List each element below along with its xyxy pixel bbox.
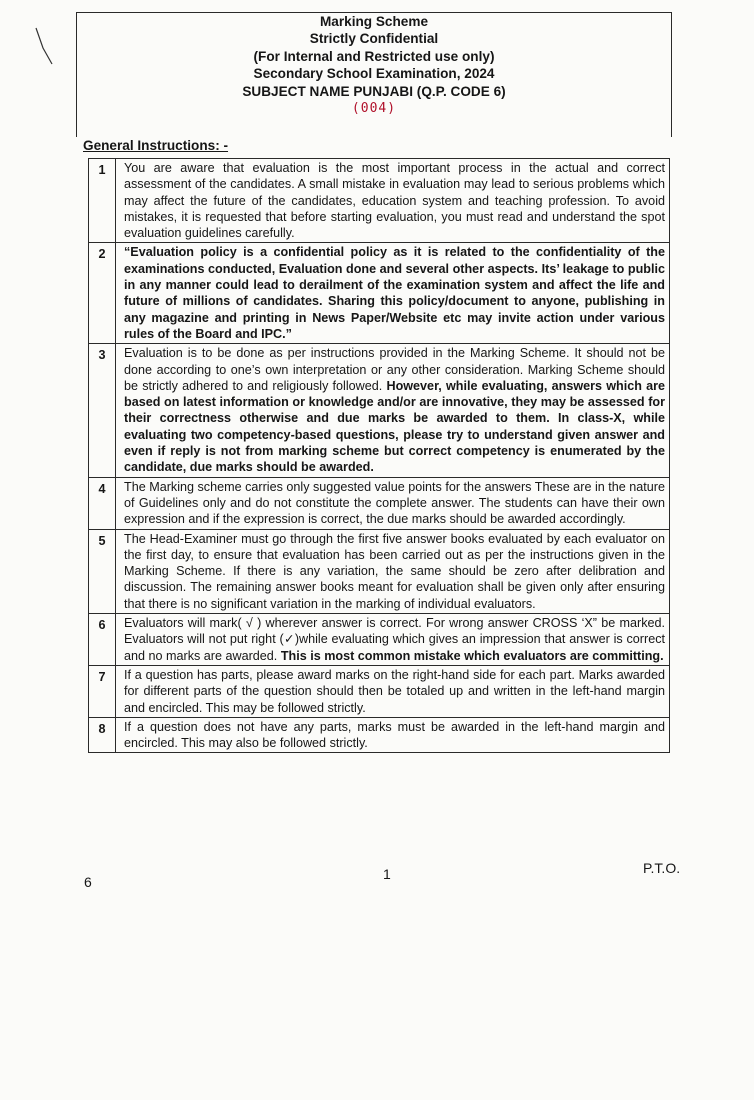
header-title: Marking Scheme xyxy=(319,14,429,29)
instruction-number: 6 xyxy=(89,614,116,666)
instruction-body: The Marking scheme carries only suggested value points for the answers These are in the nature of Guidelines only and do not constitute the complete answer. The students can have their own expression and if the expression is correct, the due marks should be awarded accordingly. xyxy=(124,479,665,527)
handwritten-subject-code: (004) xyxy=(351,101,397,117)
general-instructions-title: General Instructions: - xyxy=(83,138,229,153)
instructions-table xyxy=(88,158,670,753)
page-number: 1 xyxy=(383,866,391,882)
instruction-text xyxy=(116,529,670,613)
instruction-text xyxy=(116,477,670,529)
table-row xyxy=(89,344,670,477)
table-row xyxy=(89,717,670,753)
table-row xyxy=(89,529,670,613)
instruction-number: 3 xyxy=(89,344,116,477)
instruction-text xyxy=(116,717,670,753)
instruction-bold: This is most common mistake which evaluators are committing. xyxy=(280,648,664,663)
table-row xyxy=(89,665,670,717)
instruction-body: You are aware that evaluation is the most important process in the actual and correct assessment of the candidates. A small mistake in evaluation may lead to serious problems which may affect the future of the candidates, education system and teaching profession. To avoid mistakes, it is requested that before starting evaluation, you must read and understand the spot evaluation guidelines carefully. xyxy=(124,161,665,241)
instruction-body: The Head-Examiner must go through the first five answer books evaluated by each evaluator on the first day, to ensure that evaluation has been carried out as per the instructions given in the Marking Scheme. If there is any variation, the same should be zero after delibration and discussion. The remaining answer books meant for evaluation shall be given only after ensuring that there is no significant variation in the marking of individual evaluators. xyxy=(124,531,665,611)
table-row xyxy=(89,477,670,529)
instruction-number: 5 xyxy=(89,529,116,613)
header-restricted: (For Internal and Restricted use only) xyxy=(253,48,495,64)
instruction-number: 7 xyxy=(89,665,116,717)
table-row xyxy=(89,243,670,344)
instruction-body: If a question does not have any parts, marks must be awarded in the left-hand margin and encircled. This may also be followed strictly. xyxy=(124,719,665,751)
instruction-body: Evaluation is to be done as per instructions provided in the Marking Scheme. It should not be done according to one’s own interpretation or any other consideration. Marking Scheme should be strictly adhered to and religiously followed. xyxy=(124,346,665,393)
header-exam: Secondary School Examination, 2024 xyxy=(253,66,495,82)
instruction-number: 2 xyxy=(89,243,116,344)
instruction-bold: However, while evaluating, answers which are based on latest information or knowledge and/or are innovative, they may be assessed for their correctness otherwise and due marks be awarded to them. In class-X, while evaluating two competency-based questions, please try to understand given answer and even if reply is not from marking scheme but correct competency is enumerated by the candidate, due marks should be awarded. xyxy=(124,378,665,475)
instruction-number: 1 xyxy=(89,159,116,243)
instruction-text xyxy=(116,159,670,243)
instruction-body: If a question has parts, please award marks on the right-hand side for each part. Marks awarded for different parts of the question should then be totaled up and written in the left-hand margin and encircled. This may be followed strictly. xyxy=(124,667,665,715)
instruction-body: Evaluators will mark( √ ) wherever answer is correct. For wrong answer CROSS ‘X” be marked. Evaluators will not put right (✓)while evaluating which gives an impression that answer is correct and no marks are awarded. xyxy=(124,616,665,663)
instruction-text xyxy=(116,344,670,477)
instruction-text xyxy=(116,243,670,344)
instruction-number: 4 xyxy=(89,477,116,529)
header-box xyxy=(76,12,672,137)
pen-stroke-mark xyxy=(34,26,54,66)
instruction-bold: “Evaluation policy is a confidential policy as it is related to the confidentiality of the examinations conducted, Evaluation done and several other aspects. Its’ leakage to public in any manner could lead to derailment of the examination system and affect the life and future of millions of candidates. Sharing this policy/document to anyone, publishing in any magazine and printing in News Paper/Website etc may invite action under various rules of the Board and IPC.” xyxy=(124,245,665,341)
instruction-text xyxy=(116,665,670,717)
header-confidential: Strictly Confidential xyxy=(309,31,439,47)
instruction-number: 8 xyxy=(89,717,116,753)
table-row xyxy=(89,159,670,243)
table-row xyxy=(89,614,670,666)
header-subject: SUBJECT NAME PUNJABI (Q.P. CODE 6) xyxy=(242,83,506,99)
instruction-text xyxy=(116,614,670,666)
qp-code-footer: 6 xyxy=(84,874,92,890)
pto-label: P.T.O. xyxy=(643,860,681,876)
